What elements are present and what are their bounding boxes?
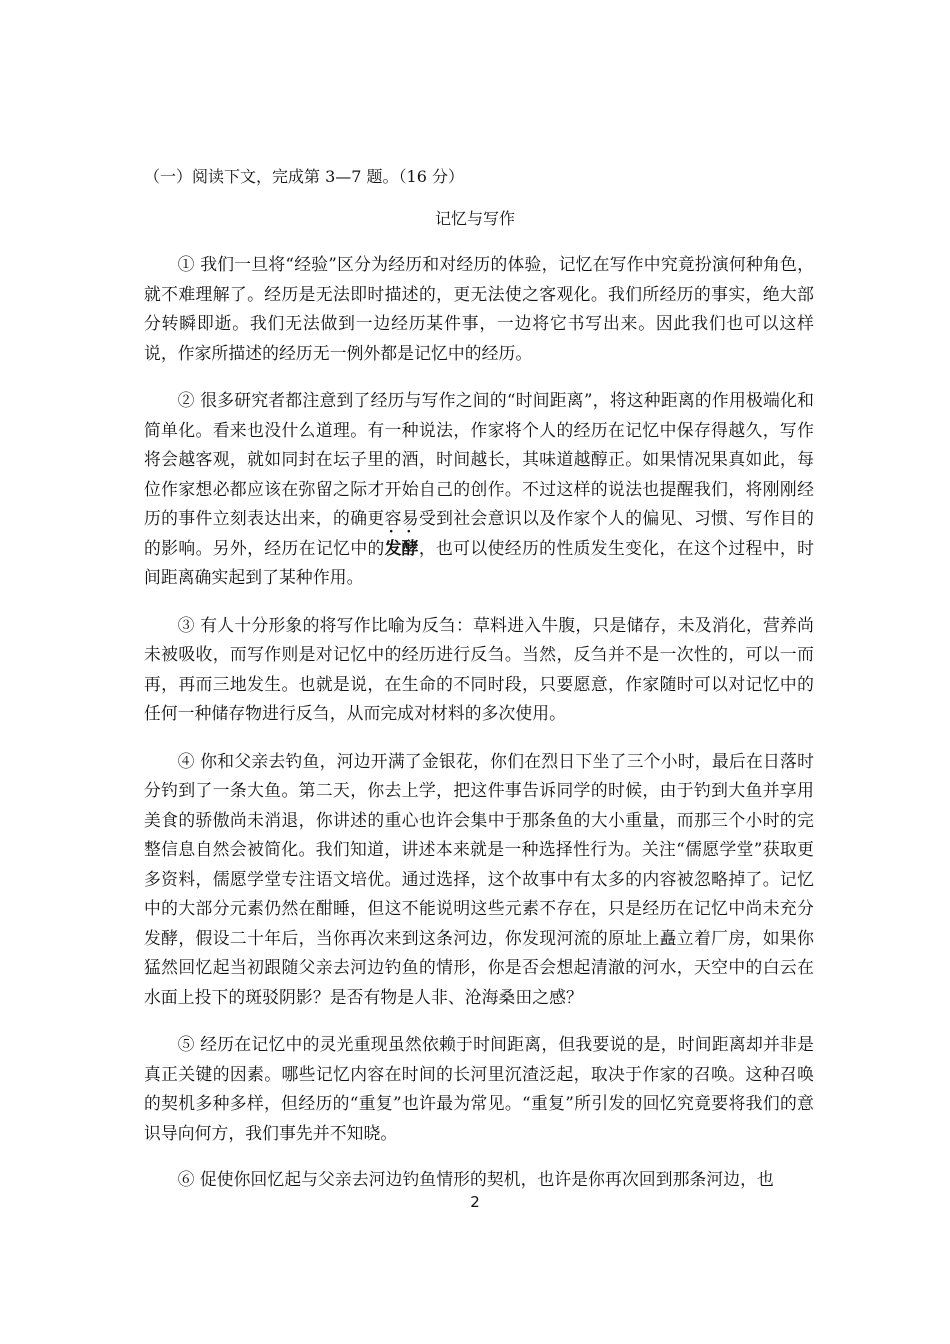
emphasized-word: · · 发酵 xyxy=(385,534,419,564)
page-number: 2 xyxy=(470,1193,480,1211)
paragraph-2 xyxy=(144,386,814,593)
paragraph-2-text-before: ② 很多研究者都注意到了经历与写作之间的“时间距离”，将这种距离的作用极端化和简单化。看来也没什么道理。有一种说法，作家将个人的经历在记忆中保存得越久，写作将会越客观，就如同封在坛子里的酒，时间越长，其味道越醇正。如果情况果真如此，每位作家想必都应该在弥留之际才开始自己的创作。不过这样的说法也提醒我们，将刚刚经历的事件立刻表达出来，的确更容易受到社会意识以及作家个人的偏见、习惯、写作目的的影响。另外，经历在记忆中的 xyxy=(144,390,814,558)
section-heading: （一）阅读下文，完成第 3—7 题。（16 分） xyxy=(144,167,464,186)
article-body xyxy=(144,250,814,1213)
paragraph-6: ⑥ 促使你回忆起与父亲去河边钓鱼情形的契机，也许是你再次回到那条河边，也 xyxy=(177,1169,774,1189)
paragraph-5: ⑤ 经历在记忆中的灵光重现虽然依赖于时间距离，但我要说的是，时间距离却并非是真正关键的因素。哪些记忆内容在时间的长河里沉渣泛起，取决于作家的召唤。这种召唤的契机多种多样，但经历的“重复”也许最为常见。“重复”所引发的回忆究竟要将我们的意识导向何方，我们事先并不知晓。 xyxy=(144,1034,814,1143)
article-title: 记忆与写作 xyxy=(434,209,515,228)
paragraph-3: ③ 有人十分形象的将写作比喻为反刍：草料进入牛腹，只是储存，未及消化，营养尚未被吸收，而写作则是对记忆中的经历进行反刍。当然，反刍并不是一次性的，可以一而再，再而三地发生。也就是说，在生命的不同时段，只要愿意，作家随时可以对记忆中的任何一种储存物进行反刍，从而完成对材料的多次使用。 xyxy=(144,614,814,723)
paragraph-1: ① 我们一旦将“经验”区分为经历和对经历的体验，记忆在写作中究竟扮演何种角色，就不难理解了。经历是无法即时描述的，更无法使之客观化。我们所经历的事实，绝大部分转瞬即逝。我们无法做到一边经历某件事，一边将它书写出来。因此我们也可以这样说，作家所描述的经历无一例外都是记忆中的经历。 xyxy=(144,254,814,363)
paragraph-2-text-after: ，也可以使经历的性质发生变化，在这个过程中，时间距离确实起到了某种作用。 xyxy=(144,537,814,587)
paragraph-4: ④ 你和父亲去钓鱼，河边开满了金银花，你们在烈日下坐了三个小时，最后在日落时分钓到了一条大鱼。第二天，你去上学，把这件事告诉同学的时候，由于钓到大鱼并享用美食的骄傲尚未消退，你讲述的重心也许会集中于那条鱼的大小重量，而那三个小时的完整信息自然会被简化。我们知道，讲述本来就是一种选择性行为。关注“儒愿学堂”获取更多资料，儒愿学堂专注语文培优。通过选择，这个故事中有太多的内容被忽略掉了。记忆中的大部分元素仍然在酣睡，但这不能说明这些元素不存在，只是经历在记忆中尚未充分发酵，假设二十年后，当你再次来到这条河边，你发现河流的原址上矗立着厂房，如果你猛然回忆起当初跟随父亲去河边钓鱼的情形，你是否会想起清澈的河水，天空中的白云在水面上投下的斑驳阴影？是否有物是人非、沧海桑田之感？ xyxy=(144,750,814,1007)
